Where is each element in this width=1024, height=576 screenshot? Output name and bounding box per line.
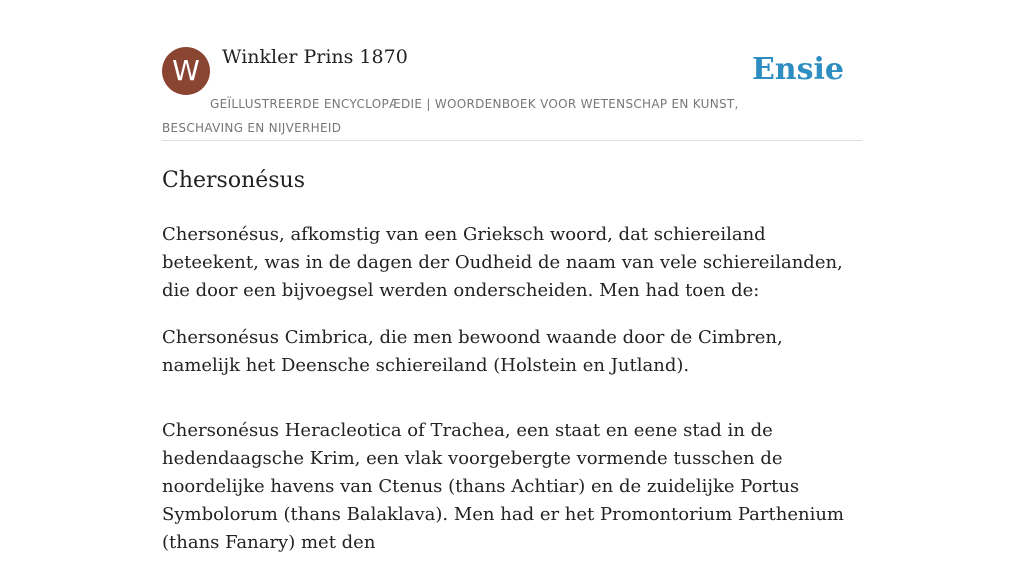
article-paragraph: Chersonésus Heracleotica of Trachea, een staat en eene stad in de hedendaagsche Krim, een vlak voorgebergte vormende tusschen de noordelijke havens van Ctenus (thans Achtiar) en de zuidelijke Portus Symbolorum (thans Balaklava). Men had er het Promontorium Parthenium (thans Fanary) met den xyxy=(162,420,844,553)
page-container xyxy=(162,44,862,576)
article-paragraph: Chersonésus Cimbrica, die men bewoond waande door de Cimbren, namelijk het Deensche schiereiland (Holstein en Jutland). xyxy=(162,327,783,376)
source-title[interactable]: Winkler Prins 1870 xyxy=(222,46,408,68)
source-subtitle: GEÏLLUSTREERDE ENCYCLOPÆDIE | WOORDENBOEK VOOR WETENSCHAP EN KUNST, BESCHAVING EN NIJVERHEID xyxy=(162,97,739,135)
ensie-logo[interactable]: Ensie xyxy=(751,52,844,87)
article-paragraph: Chersonésus, afkomstig van een Grieksch woord, dat schiereiland beteekent, was in de dagen der Oudheid de naam van vele schiereilanden, die door een bijvoegsel werden onderscheiden. Men had toen de: xyxy=(162,224,843,301)
page-title: Chersonésus xyxy=(162,168,306,193)
source-avatar[interactable]: W xyxy=(162,47,210,95)
source-header xyxy=(162,44,862,141)
article-body xyxy=(162,221,862,557)
